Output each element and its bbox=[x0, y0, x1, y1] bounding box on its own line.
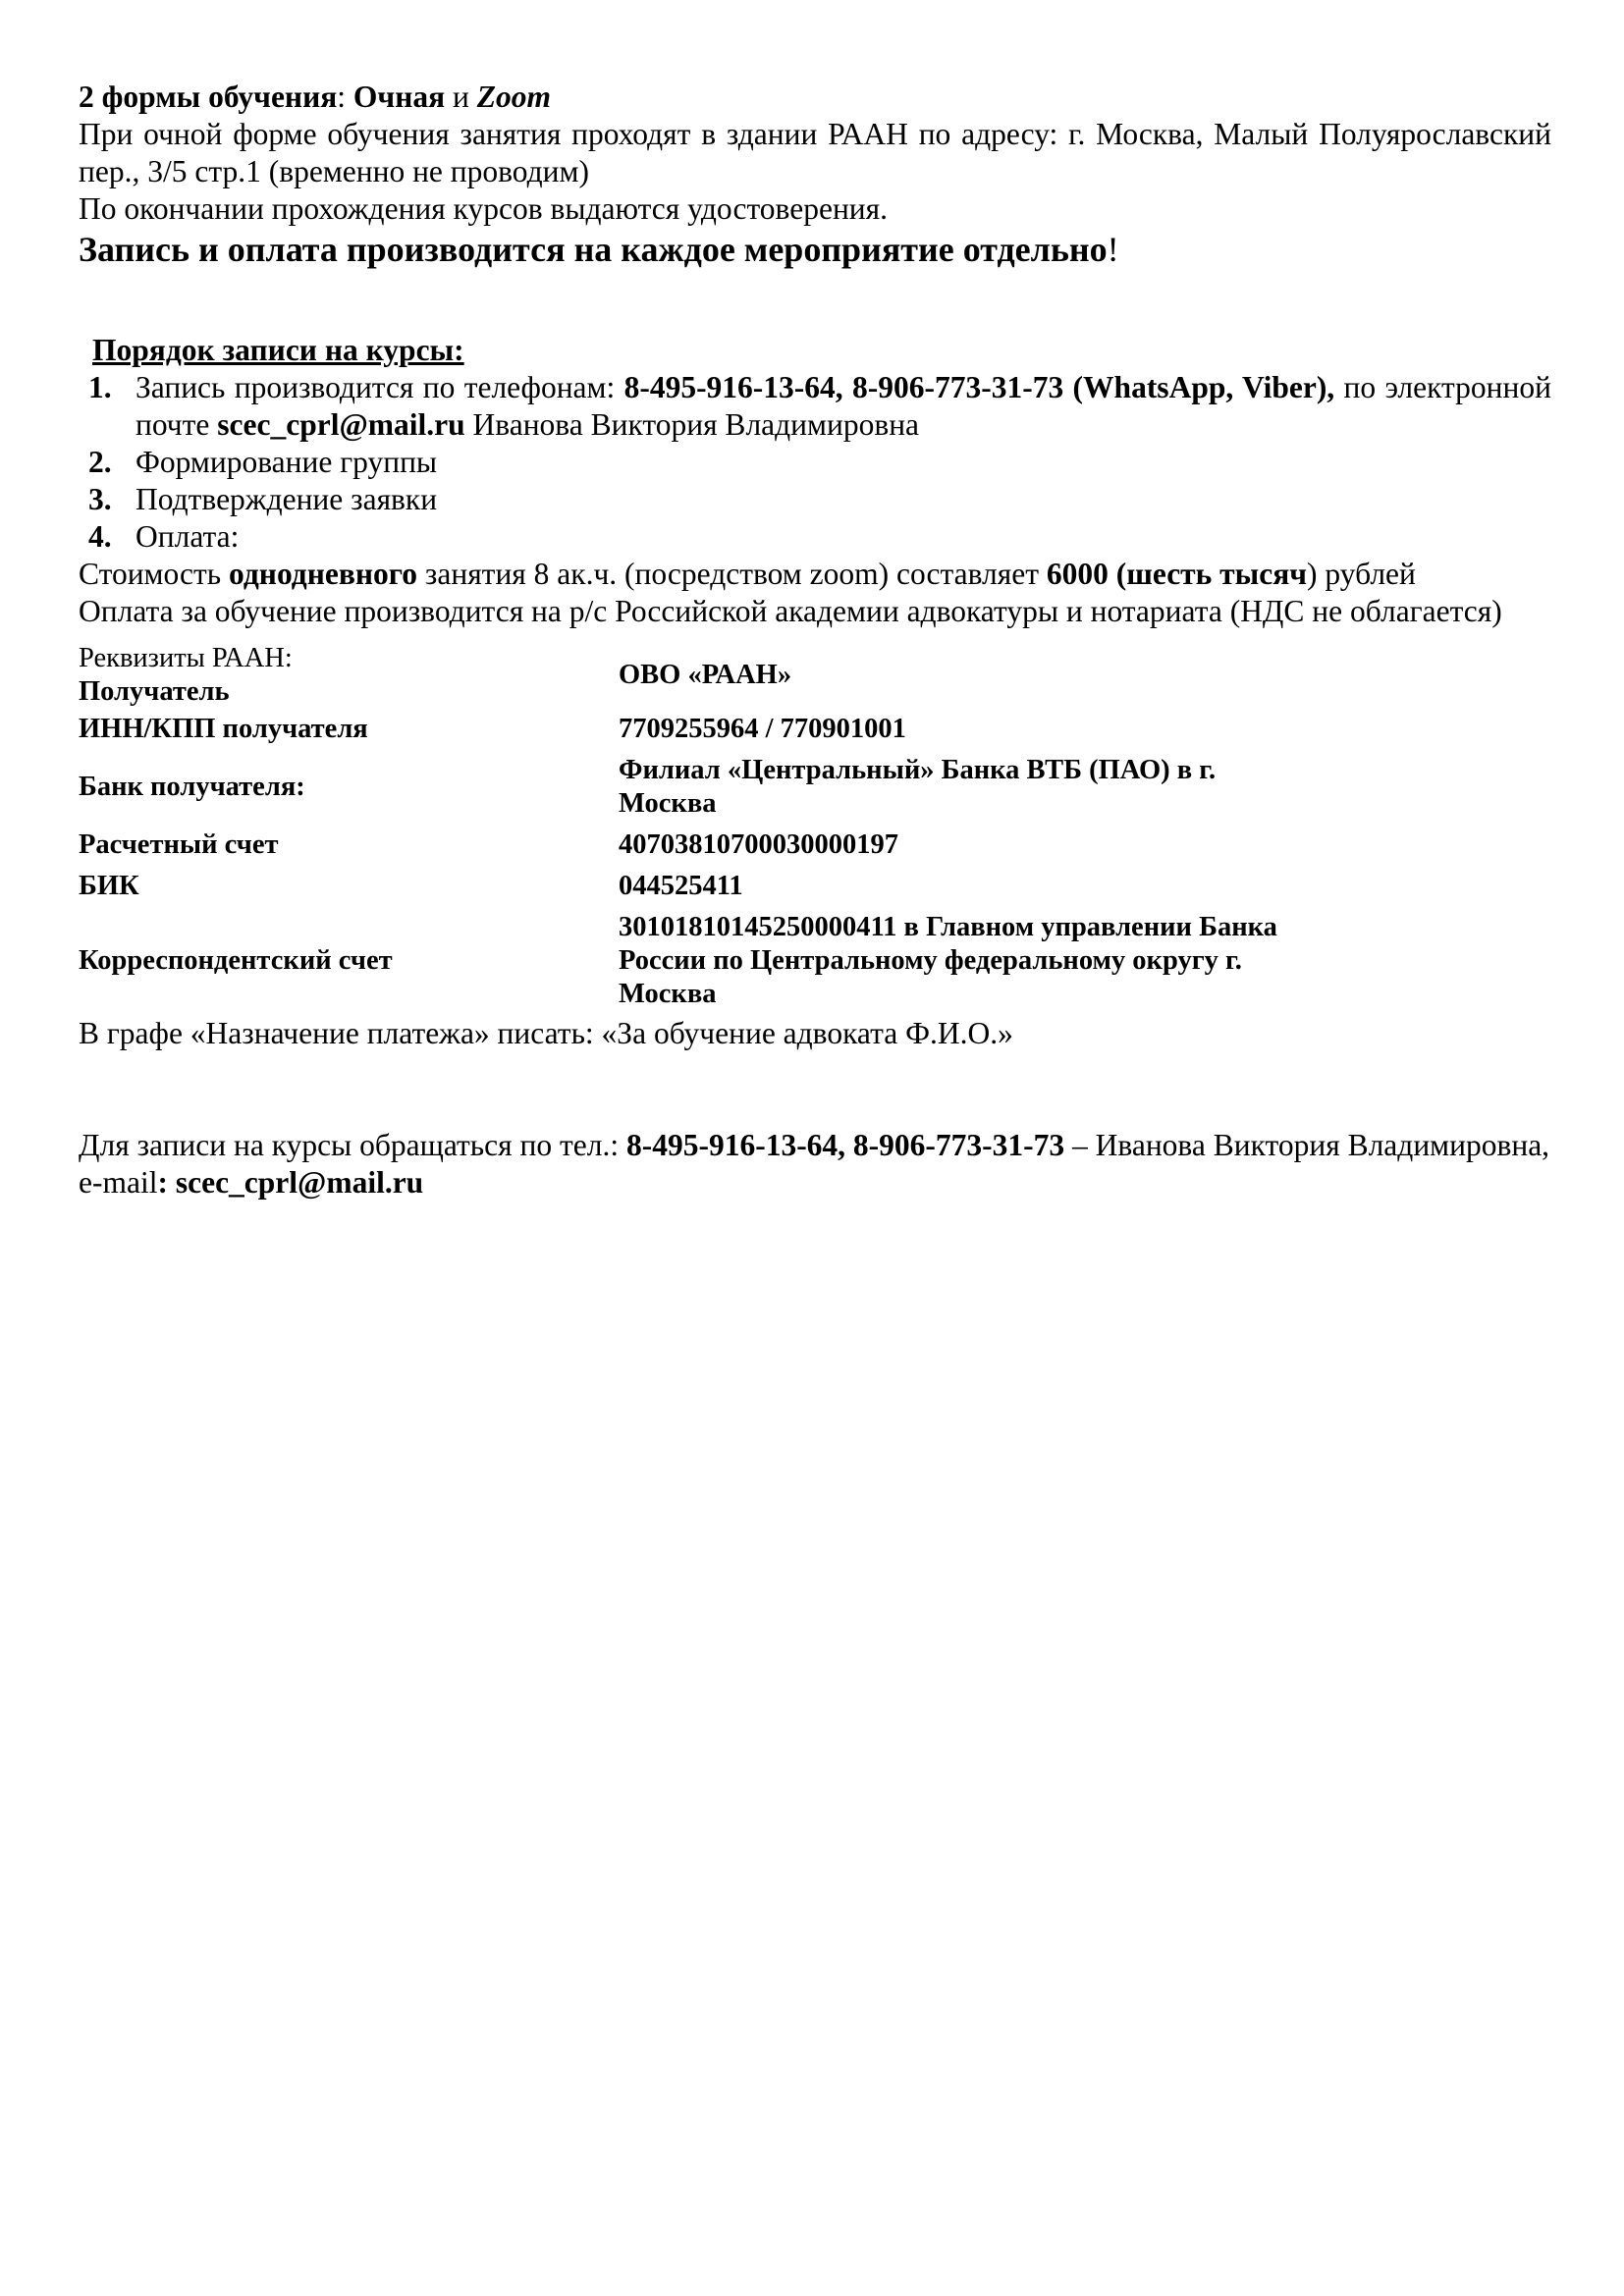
cost-text: занятия 8 ак.ч. (посредством zoom) составляет bbox=[417, 557, 1047, 591]
forms-colon: : bbox=[337, 80, 347, 114]
contact-colon: : bbox=[157, 1165, 168, 1200]
step-text: Подтверждение заявки bbox=[135, 482, 438, 516]
address-paragraph: При очной форме обучения занятия проходят в здании РААН по адресу: г. Москва, Малый Полуярославский пер., 3/5 стр.1 (временно не проводим) bbox=[79, 117, 1551, 188]
requisites-value: ОВО «РААН» bbox=[619, 660, 792, 690]
step-item bbox=[79, 369, 1551, 444]
requisites-row bbox=[79, 866, 1296, 907]
contact-text: – Иванова Виктория Владимировна, e-mail bbox=[79, 1128, 1550, 1200]
requisites-caption: Реквизиты РААН: bbox=[79, 643, 293, 673]
registration-title: Порядок записи на курсы: bbox=[92, 333, 464, 367]
form-zoom: Zoom bbox=[476, 80, 551, 114]
cost-paragraph bbox=[79, 556, 1551, 593]
registration-steps bbox=[79, 369, 1551, 556]
requisites-row bbox=[79, 750, 1296, 825]
document-page bbox=[79, 79, 1551, 1201]
requisites-key: Банк получателя: bbox=[79, 772, 305, 802]
purpose-note: В графе «Назначение платежа» писать: «За обучение адвоката Ф.И.О.» bbox=[79, 1016, 1013, 1050]
requisites-key-text: Получатель bbox=[79, 676, 230, 707]
contact-email: scec_cprl@mail.ru bbox=[167, 1165, 424, 1200]
requisites-value: 044525411 bbox=[619, 871, 743, 901]
step-number: 3. bbox=[88, 482, 112, 516]
step-number: 4. bbox=[88, 519, 112, 554]
step-text-part: Запись производится по телефонам: bbox=[135, 370, 624, 404]
forms-and: и bbox=[453, 80, 469, 114]
requisites-value: 30101810145250000411 в Главном управлении Банка России по Центральному федеральному округу г. Москва bbox=[619, 912, 1277, 1009]
contact-text: Для записи на курсы обращаться по тел.: bbox=[79, 1128, 626, 1162]
requisites-table bbox=[79, 642, 1296, 1015]
payment-note: Оплата за обучение производится на р/с Российской академии адвокатуры и нотариата (НДС не облагается) bbox=[79, 594, 1502, 628]
step-item bbox=[79, 444, 1551, 481]
requisites-key: Корреспондентский счет bbox=[79, 945, 393, 976]
forms-line bbox=[79, 79, 1551, 116]
cost-text: ) рублей bbox=[1307, 557, 1416, 591]
requisites-key: ИНН/КПП получателя bbox=[79, 714, 368, 744]
cost-oneday: однодневного bbox=[229, 557, 418, 591]
step-text-part: Иванова Виктория Владимировна bbox=[464, 407, 920, 442]
certificates-paragraph: По окончании прохождения курсов выдаются удостоверения. bbox=[79, 191, 889, 226]
contact-paragraph bbox=[79, 1127, 1551, 1201]
requisites-row bbox=[79, 642, 1296, 709]
headline bbox=[79, 228, 1551, 271]
form-fulltime: Очная bbox=[352, 80, 446, 114]
requisites-row bbox=[79, 825, 1296, 866]
step-phones: 8-495-916-13-64, 8-906-773-31-73 (WhatsApp, Viber), bbox=[623, 370, 1335, 404]
requisites-row bbox=[79, 907, 1296, 1015]
step-number: 2. bbox=[88, 445, 112, 479]
step-email: scec_cprl@mail.ru bbox=[217, 407, 465, 442]
requisites-value: 40703810700030000197 bbox=[619, 829, 898, 860]
requisites-value: 7709255964 / 770901001 bbox=[619, 714, 906, 744]
step-item bbox=[79, 518, 1551, 556]
requisites-key bbox=[79, 642, 619, 709]
cost-amount: 6000 (шесть тысяч bbox=[1046, 557, 1308, 591]
forms-label: 2 формы обучения bbox=[79, 80, 338, 114]
contact-phones: 8-495-916-13-64, 8-906-773-31-73 bbox=[625, 1128, 1065, 1162]
requisites-key: БИК bbox=[79, 871, 139, 901]
headline-exclamation: ! bbox=[1107, 230, 1119, 269]
requisites-key: Расчетный счет bbox=[79, 829, 279, 860]
cost-text: Стоимость bbox=[79, 557, 230, 591]
step-item bbox=[79, 481, 1551, 518]
step-text bbox=[135, 369, 1551, 444]
step-number: 1. bbox=[88, 370, 112, 404]
requisites-value: Филиал «Центральный» Банка ВТБ (ПАО) в г. Москва bbox=[619, 755, 1217, 819]
step-text-part: по электронной почте bbox=[135, 370, 1551, 442]
requisites-row bbox=[79, 709, 1296, 750]
step-text: Формирование группы bbox=[135, 445, 438, 479]
headline-text: Запись и оплата производится на каждое мероприятие отдельно bbox=[79, 230, 1108, 269]
step-text: Оплата: bbox=[135, 519, 240, 554]
